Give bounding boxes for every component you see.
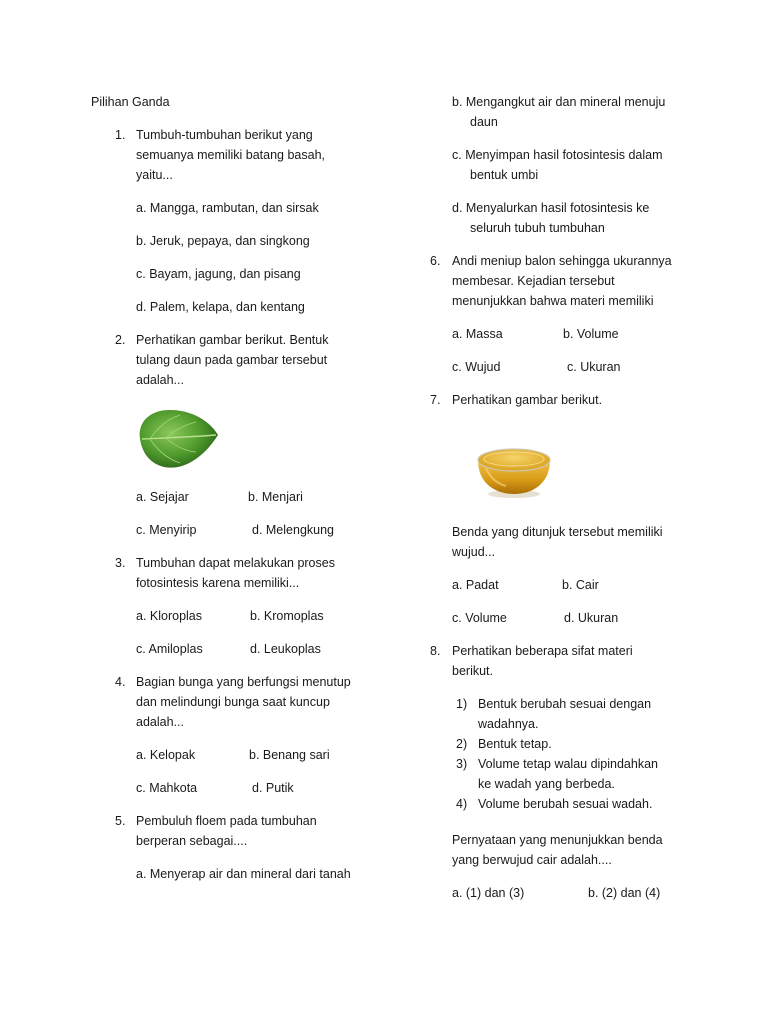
property-3-text-continued: ke wadah yang berbeda. (478, 777, 615, 791)
question-4-option-b: b. Benang sari (249, 748, 330, 762)
question-4-option-c: c. Mahkota (136, 781, 198, 795)
question-6-number: 6. (430, 254, 441, 268)
question-4-text-line: adalah... (136, 715, 184, 729)
property-2-number: 2) (456, 737, 468, 751)
question-2-option-c: c. Menyirip (136, 523, 197, 537)
property-1-number: 1) (456, 697, 468, 711)
question-1-option-d: d. Palem, kelapa, dan kentang (136, 300, 305, 314)
betel-leaf-image (136, 405, 220, 471)
property-1-text: Bentuk berubah sesuai dengan (478, 697, 652, 711)
question-6-option-b: b. Volume (563, 327, 619, 341)
question-5-number: 5. (115, 814, 126, 828)
question-6-text-line: Andi meniup balon sehingga ukurannya (452, 254, 672, 268)
question-3-option-d: d. Leukoplas (250, 642, 321, 656)
question-7-text-line: Benda yang ditunjuk tersebut memiliki (452, 525, 663, 539)
question-2-text-line: tulang daun pada gambar tersebut (136, 353, 328, 367)
question-6-text-line: menunjukkan bahwa materi memiliki (452, 294, 654, 308)
question-7-number: 7. (430, 393, 441, 407)
question-4-option-d: d. Putik (252, 781, 294, 795)
property-1-text-continued: wadahnya. (478, 717, 539, 731)
question-6-option-d: c. Ukuran (567, 360, 621, 374)
question-8-statement-line: Pernyataan yang menunjukkan benda (452, 833, 663, 847)
question-1-option-b: b. Jeruk, pepaya, dan singkong (136, 234, 310, 248)
question-5-option-d: d. Menyalurkan hasil fotosintesis ke (452, 201, 650, 215)
question-5-option-c: c. Menyimpan hasil fotosintesis dalam (452, 148, 663, 162)
question-8-statement-line: yang berwujud cair adalah.... (452, 853, 612, 867)
question-5-option-d-continued: seluruh tubuh tumbuhan (470, 221, 605, 235)
question-3-option-a: a. Kloroplas (136, 609, 203, 623)
question-5-option-b: b. Mengangkut air dan mineral menuju (452, 95, 666, 109)
question-7-text-line: Perhatikan gambar berikut. (452, 393, 603, 407)
question-3-option-c: c. Amiloplas (136, 642, 203, 656)
property-4-number: 4) (456, 797, 468, 811)
question-7-option-c: c. Volume (452, 611, 507, 625)
question-8-option-a: a. (1) dan (3) (452, 886, 525, 900)
property-3-text: Volume tetap walau dipindahkan (478, 757, 658, 771)
question-1-option-a: a. Mangga, rambutan, dan sirsak (136, 201, 319, 215)
question-2-option-a: a. Sejajar (136, 490, 189, 504)
question-7-text-line: wujud... (452, 545, 496, 559)
question-3-text-line: fotosintesis karena memiliki... (136, 576, 300, 590)
property-3-number: 3) (456, 757, 468, 771)
question-2-option-b: b. Menjari (248, 490, 303, 504)
question-3-option-b: b. Kromoplas (250, 609, 324, 623)
question-2-number: 2. (115, 333, 126, 347)
question-3-text-line: Tumbuhan dapat melakukan proses (136, 556, 335, 570)
property-4-text: Volume berubah sesuai wadah. (478, 797, 653, 811)
question-8-text-line: berikut. (452, 664, 493, 678)
question-1-text-line: Tumbuh-tumbuhan berikut yang (136, 128, 313, 142)
question-1-number: 1. (115, 128, 126, 142)
question-4-text-line: dan melindungi bunga saat kuncup (136, 695, 330, 709)
question-1-option-c: c. Bayam, jagung, dan pisang (136, 267, 301, 281)
question-8-text-line: Perhatikan beberapa sifat materi (452, 644, 633, 658)
question-6-option-a: a. Massa (452, 327, 503, 341)
question-4-text-line: Bagian bunga yang berfungsi menutup (136, 675, 351, 689)
question-7-option-d: d. Ukuran (564, 611, 619, 625)
property-2-text: Bentuk tetap. (478, 737, 552, 751)
question-7-option-b: b. Cair (562, 578, 599, 592)
question-6-text-line: membesar. Kejadian tersebut (452, 274, 615, 288)
question-2-option-d: d. Melengkung (252, 523, 335, 537)
question-4-option-a: a. Kelopak (136, 748, 196, 762)
question-5-text-line: berperan sebagai.... (136, 834, 248, 848)
question-8-number: 8. (430, 644, 441, 658)
question-4-number: 4. (115, 675, 126, 689)
oil-bowl-image (472, 440, 556, 500)
question-1-text-line: yaitu... (136, 168, 173, 182)
question-7-option-a: a. Padat (452, 578, 499, 592)
question-6-option-c: c. Wujud (452, 360, 501, 374)
question-5-text-line: Pembuluh floem pada tumbuhan (136, 814, 317, 828)
question-5-option-a: a. Menyerap air dan mineral dari tanah (136, 867, 351, 881)
question-2-text-line: Perhatikan gambar berikut. Bentuk (136, 333, 329, 347)
question-5-option-c-continued: bentuk umbi (470, 168, 539, 182)
question-2-text-line: adalah... (136, 373, 184, 387)
question-3-number: 3. (115, 556, 126, 570)
question-1-text-line: semuanya memiliki batang basah, (136, 148, 325, 162)
section-title: Pilihan Ganda (91, 95, 170, 109)
question-8-option-b: b. (2) dan (4) (588, 886, 661, 900)
question-5-option-b-continued: daun (470, 115, 498, 129)
